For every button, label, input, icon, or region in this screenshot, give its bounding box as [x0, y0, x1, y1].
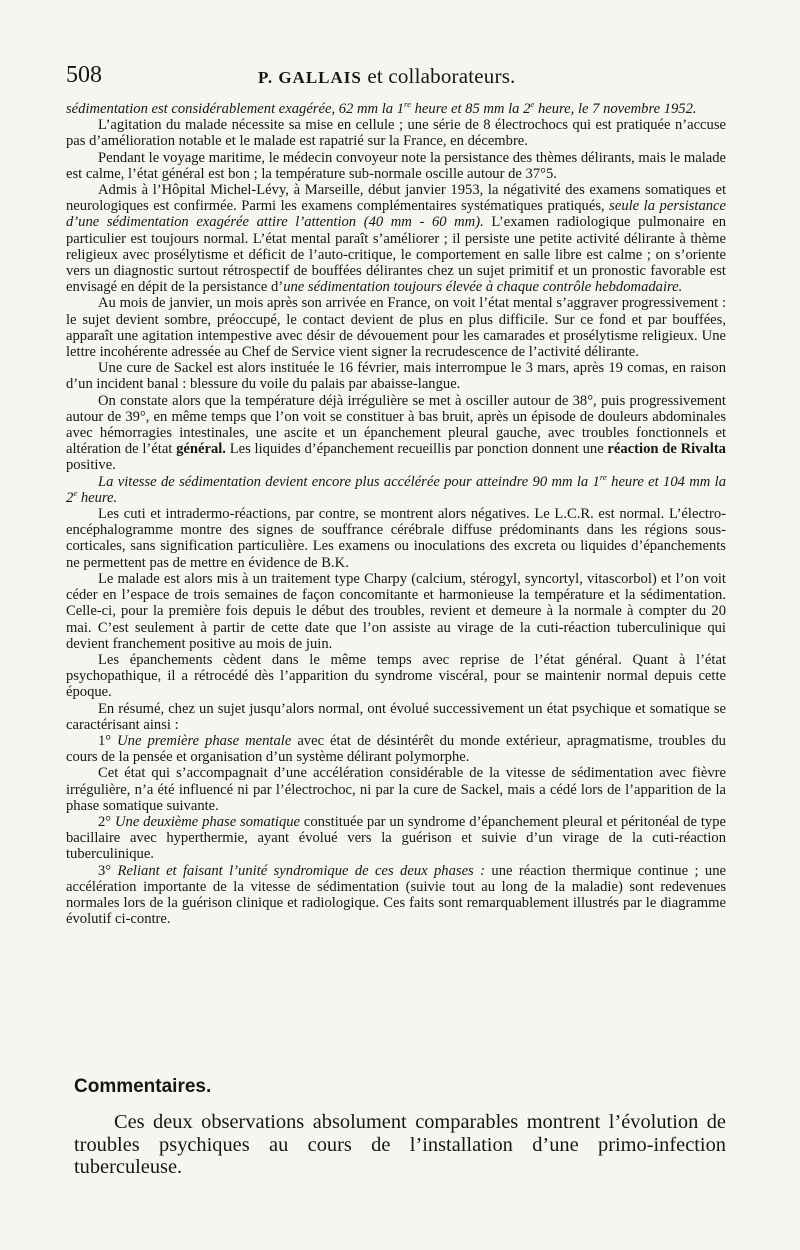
paragraph-16-italic: Reliant et faisant l’unité syndromique de ces deux phases :	[117, 862, 485, 879]
page-header	[66, 62, 726, 92]
commentary-text: Ces deux observations absolument comparables montrent l’évolution de troubles psychiques au cours de l’installation d’une primo-infection tuberculeuse.	[74, 1111, 726, 1178]
paragraph-15-number: 2°	[98, 813, 115, 830]
paragraph-10: Le malade est alors mis à un traitement type Charpy (calcium, stérogyl, syncortyl, vitascorbol) et l’on voit céder en l’espace de trois semaines de façon concomitante et harmonieuse la température et la sédimentation. Celle-ci, pour la première fois depuis le début des troubles, revient et demeure à la normale à compter du 20 mai. C’est seulement à partir de cette date que l’on assiste au virage de la cuti-réaction tuberculinique qui devient franchement positive au mois de juin.	[66, 570, 726, 652]
paragraph-13-number: 1°	[98, 732, 118, 749]
paragraph-14: Cet état qui s’accompagnait d’une accélération considérable de la vitesse de sédimentation avec fièvre irrégulière, n’a été influencé ni par l’électrochoc, ni par la cure de Sackel, mais a cédé lors de l’apparition de la phase somatique suivante.	[66, 765, 726, 814]
paragraph-8-text-b: heure et 104 mm la 2	[66, 473, 727, 506]
paragraph-7	[66, 393, 726, 474]
paragraph-9: Les cuti et intradermo-réactions, par contre, se montrent alors négatives. Le L.C.R. est normal. L’électro-encéphalogramme montre des signes de souffrance cérébrale diffuse prédominants dans les régions sous-corticales, sans signification particulière. Les examens ou inoculations des excreta ou liquides d’épanchements ne permettent pas de mettre en évidence de B.K.	[66, 506, 726, 571]
paragraph-13-text: avec état de désintérêt du monde extérieur, apragmatisme, troubles du cours de la pensée et organisation d’un système délirant polymorphe.	[66, 732, 726, 766]
paragraph-7-text-d: positive.	[66, 457, 116, 474]
paragraph-6: Une cure de Sackel est alors instituée le 16 février, mais interrompue le 3 mars, après 19 comas, en raison d’un incident banal : blessure du voile du palais par abaisse-langue.	[66, 360, 726, 393]
paragraph-7-text-a: On constate alors que la température déjà irrégulière se met à osciller autour de 38°, puis progressivement autour de 39°, en même temps que l’on voit se constituer à bas bruit, après un épisode de douleurs abdominales avec hémorragies intestinales, une ascite et un épanchement pleural gauche, avec troubles fonctionnels et altération de l’état	[66, 392, 726, 458]
paragraph-15	[66, 814, 726, 863]
body-text	[66, 101, 726, 927]
running-head-author: P. GALLAIS	[258, 68, 362, 87]
paragraph-8-sup-1: re	[599, 471, 607, 482]
paragraph-11: Les épanchements cèdent dans le même temps avec reprise de l’état général. Quant à l’état psychopathique, il a rétrocédé dès l’apparition du syndrome viscéral, pour se maintenir normal depuis cette époque.	[66, 651, 726, 701]
paragraph-8-text-c: heure.	[77, 489, 118, 506]
paragraph-2: L’agitation du malade nécessite sa mise en cellule ; une série de 8 électrochocs qui est pratiquée n’accuse pas d’amélioration notable et le malade est rapatrié sur la France, en décembre.	[66, 117, 726, 150]
paragraph-1	[66, 101, 726, 117]
running-head	[258, 64, 516, 89]
commentary-heading: Commentaires.	[74, 1076, 212, 1097]
paragraph-8	[66, 471, 727, 506]
paragraph-4-italic-1: seule la persistance d’une sédimentation exagérée attire l’attention (40 mm - 60 mm).	[66, 198, 727, 231]
paragraph-8-sup-2: e	[73, 488, 78, 499]
running-head-title: et collaborateurs.	[367, 64, 516, 88]
paragraph-1-sup-1: re	[404, 99, 411, 110]
paragraph-4-text-b: L’examen radiologique pulmonaire en particulier est toujours normal. L’état mental paraît s’améliorer ; il persiste une petite activité délirante à thème religieux avec prosélytisme et déficit de l’auto-critique, le comportement en salle libre est calme ; on s’oriente vers un diagnostic surtout rétrospectif de bouffées délirantes chez un sujet primitif et un pronostic favorable est envisagé en dépit de la persistance d’	[66, 214, 726, 296]
paragraph-13-italic: Une première phase mentale	[117, 732, 292, 749]
paragraph-1-text-b: heure et 85 mm la 2	[410, 101, 531, 117]
commentary-section	[74, 1111, 726, 1179]
paragraph-3: Pendant le voyage maritime, le médecin convoyeur note la persistance des thèmes délirants, mais le malade est calme, l’état général est bon ; la température sub-normale oscille autour de 37°5.	[66, 149, 726, 182]
paragraph-7-bold-1: général.	[176, 441, 226, 458]
paragraph-4-italic-2: une sédimentation toujours élevée à chaque contrôle hebdomadaire.	[283, 279, 683, 296]
paragraph-15-text: constituée par un syndrome d’épanchement pleural et péritonéal de type bacillaire avec hyperthermie, ayant évolué vers la guérison et suivie d’un virage de la cuti-réaction tuberculinique.	[66, 813, 726, 863]
paragraph-1-sup-2: e	[530, 99, 535, 110]
paragraph-5: Au mois de janvier, un mois après son arrivée en France, on voit l’état mental s’aggraver progressivement : le sujet devient sombre, préoccupé, le contact devient de plus en plus difficile. Sur ce fond et par bouffées, apparaît une agitation intempestive avec désir de dévouement pour les camarades et prosélytisme religieux. Une lettre incohérente adressée au Chef de Service vient signer la recrudescence de l’activité délirante.	[66, 295, 726, 361]
paragraph-1-text-a: sédimentation est considérablement exagérée, 62 mm la 1	[66, 101, 405, 117]
paragraph-7-bold-2: réaction de Rivalta	[607, 441, 726, 458]
paragraph-8-text-a: La vitesse de sédimentation devient encore plus accélérée pour atteindre 90 mm la 1	[98, 473, 600, 490]
page-number: 508	[66, 62, 102, 88]
paragraph-16	[66, 863, 726, 928]
paragraph-16-number: 3°	[98, 862, 118, 879]
paragraph-13	[66, 733, 726, 765]
paragraph-4	[66, 182, 726, 295]
paragraph-1-text-c: heure, le 7 novembre 1952.	[534, 101, 697, 117]
paragraph-12: En résumé, chez un sujet jusqu’alors normal, ont évolué successivement un état psychique et somatique se caractérisant ainsi :	[66, 700, 726, 733]
paragraph-16-text: une réaction thermique continue ; une accélération importante de la vitesse de sédimentation (suivie tout au long de la maladie) sont redevenues normales lors de la guérison clinique et radiologique. Ces faits sont remarquablement illustrés par le diagramme évolutif ci-contre.	[66, 862, 726, 928]
paragraph-7-text-c: Les liquides d’épanchement recueillis par ponction donnent une	[225, 441, 608, 458]
paragraph-4-text-a: Admis à l’Hôpital Michel-Lévy, à Marseille, début janvier 1953, la négativité des examens somatiques et neurologiques est confirmée. Parmi les examens complémentaires systématiques pratiqués,	[66, 182, 726, 215]
paragraph-15-italic: Une deuxième phase somatique	[115, 813, 301, 830]
